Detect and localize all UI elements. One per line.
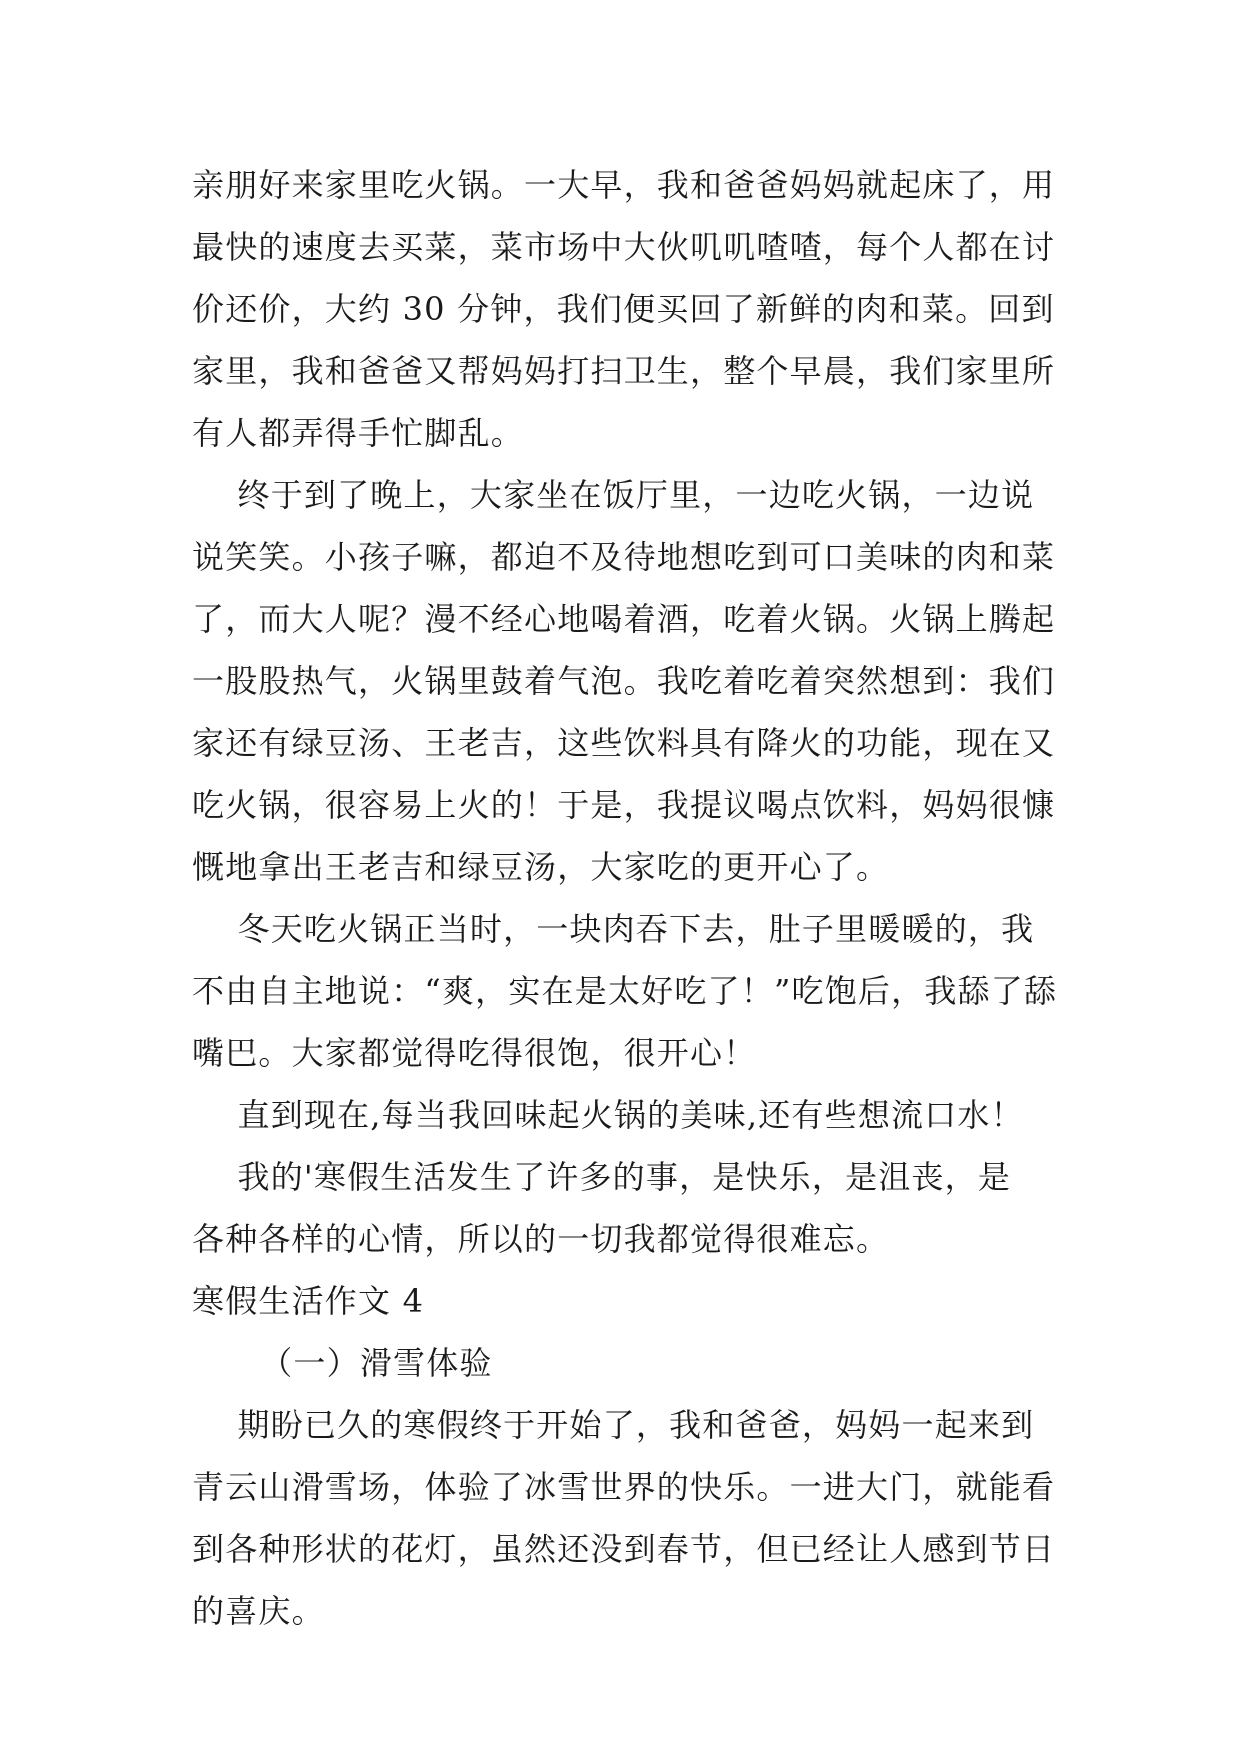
text-line: 的喜庆。 — [192, 1592, 325, 1630]
text-line: 吃火锅，很容易上火的！于是，我提议喝点饮料，妈妈很慷 — [192, 786, 1056, 824]
text-line: 有人都弄得手忙脚乱。 — [192, 414, 525, 452]
text-line: 嘴巴。大家都觉得吃得很饱，很开心！ — [192, 1034, 757, 1072]
text-line: 我的'寒假生活发生了许多的事，是快乐，是沮丧，是 — [192, 1158, 1012, 1196]
text-line: 一股股热气，火锅里鼓着气泡。我吃着吃着突然想到：我们 — [192, 662, 1056, 700]
text-line: 直到现在,每当我回味起火锅的美味,还有些想流口水！ — [192, 1096, 1024, 1134]
text-line: 最快的速度去买菜，菜市场中大伙叽叽喳喳，每个人都在讨 — [192, 228, 1056, 266]
text-line: 终于到了晚上，大家坐在饭厅里，一边吃火锅，一边说 — [192, 476, 1035, 514]
text-line: 冬天吃火锅正当时，一块肉吞下去，肚子里暖暖的，我 — [192, 910, 1035, 948]
text-line: 期盼已久的寒假终于开始了，我和爸爸，妈妈一起来到 — [192, 1406, 1035, 1444]
document-body — [192, 154, 1057, 1642]
text-line: 青云山滑雪场，体验了冰雪世界的快乐。一进大门，就能看 — [192, 1468, 1056, 1506]
subsection-title: （一）滑雪体验 — [192, 1344, 493, 1382]
text-line: 亲朋好来家里吃火锅。一大早，我和爸爸妈妈就起床了，用 — [192, 166, 1056, 204]
text-line: 到各种形状的花灯，虽然还没到春节，但已经让人感到节日 — [192, 1530, 1056, 1568]
text-line: 家还有绿豆汤、王老吉，这些饮料具有降火的功能，现在又 — [192, 724, 1056, 762]
text-line: 不由自主地说：“爽，实在是太好吃了！”吃饱后，我舔了舔 — [192, 972, 1058, 1010]
text-line: 慨地拿出王老吉和绿豆汤，大家吃的更开心了。 — [192, 848, 890, 886]
text-line: 价还价，大约 30 分钟，我们便买回了新鲜的肉和菜。回到 — [192, 290, 1055, 328]
text-line: 说笑笑。小孩子嘛，都迫不及待地想吃到可口美味的肉和菜 — [192, 538, 1056, 576]
section-title: 寒假生活作文 4 — [192, 1282, 425, 1320]
text-line: 家里，我和爸爸又帮妈妈打扫卫生，整个早晨，我们家里所 — [192, 352, 1056, 390]
text-line: 各种各样的心情，所以的一切我都觉得很难忘。 — [192, 1220, 890, 1258]
text-line: 了，而大人呢？漫不经心地喝着酒，吃着火锅。火锅上腾起 — [192, 600, 1056, 638]
